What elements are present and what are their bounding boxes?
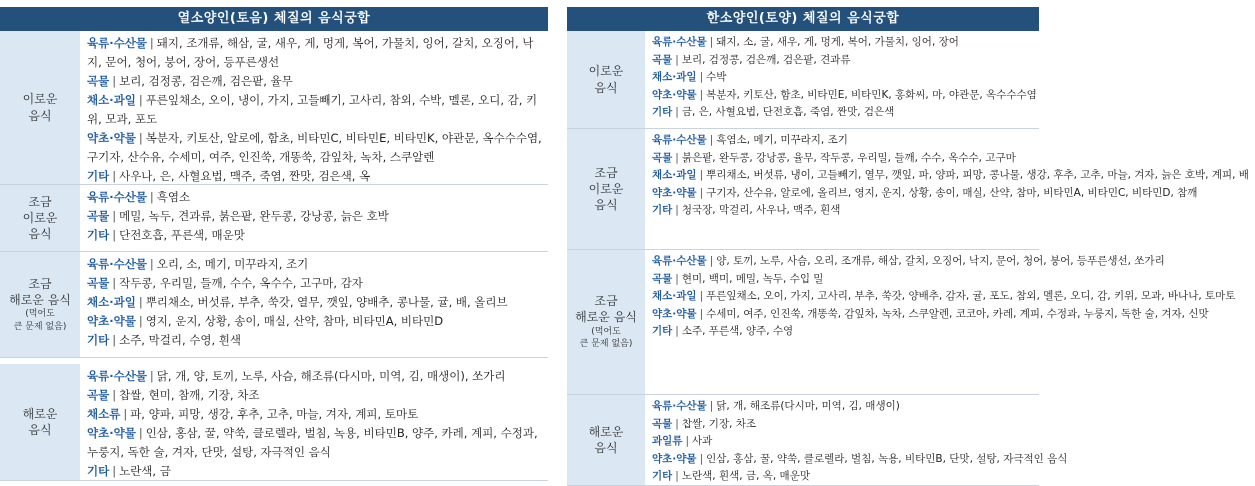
food-list: 파, 양파, 피망, 생강, 후추, 고추, 마늘, 겨자, 계피, 토마토 [130, 407, 419, 421]
food-item-line [87, 129, 542, 167]
separator: | [112, 464, 117, 478]
food-category: 곡물 [87, 74, 110, 88]
food-category: 약초·약물 [652, 88, 697, 101]
food-list: 현미, 백미, 메밀, 녹두, 수입 밀 [681, 272, 824, 285]
separator: | [709, 255, 714, 267]
food-category: 과일류 [652, 435, 683, 448]
food-item-line [87, 207, 542, 226]
food-item-line [652, 451, 1067, 469]
food-item-line [652, 150, 1249, 168]
food-category: 기타 [87, 228, 110, 242]
food-list: 돼지, 소, 굴, 새우, 게, 멍게, 복어, 가물치, 잉어, 장어 [716, 36, 959, 48]
food-list: 푸른잎채소, 오이, 냉이, 가지, 고들빼기, 고사리, 참외, 수박, 멜론, 오디, 감, 키위, 모과, 포도 [87, 93, 538, 126]
food-list: 찹쌀, 기장, 차조 [681, 417, 757, 430]
food-category: 곡물 [652, 53, 673, 66]
food-item-line [652, 34, 1037, 52]
table-row [0, 358, 548, 481]
table-row [567, 31, 1039, 129]
separator: | [138, 93, 143, 107]
food-list: 구기자, 산수유, 알로에, 올리브, 영지, 운지, 상황, 송이, 매실, 산약, 참마, 비타민A, 비타민C, 비타민D, 참깨 [706, 186, 1198, 199]
separator: | [138, 314, 143, 328]
food-category: 곡물 [87, 276, 110, 290]
row-label [0, 31, 80, 184]
food-list: 노란색, 금 [119, 464, 171, 478]
separator: | [149, 257, 154, 271]
food-item-line [87, 293, 542, 312]
separator: | [112, 74, 117, 88]
food-category: 기타 [87, 169, 110, 183]
food-item-line [652, 433, 1067, 451]
food-list: 보리, 검정콩, 검은깨, 검은팥, 율무 [119, 74, 293, 88]
right-table-title: 한소양인(토양) 체질의 음식궁합 [567, 7, 1039, 31]
food-category: 육류·수산물 [87, 369, 147, 383]
food-list: 영지, 운지, 상황, 송이, 매실, 산약, 참마, 비타민A, 비타민D [145, 314, 444, 328]
food-category: 채소류 [87, 407, 121, 421]
food-item-line [652, 52, 1037, 70]
food-list: 푸른잎채소, 오이, 가지, 고사리, 부추, 쑥갓, 양배추, 감자, 귤, 포도, 참외, 멜론, 오디, 감, 키위, 모과, 바나나, 토마토 [706, 290, 1236, 303]
row-content [645, 31, 1043, 128]
food-list: 복분자, 키토산, 함초, 비타민E, 비타민K, 홍화씨, 마, 야관문, 옥수수수염 [706, 88, 1037, 101]
food-list: 양, 토끼, 노루, 사슴, 오리, 조개류, 해삼, 갈치, 오징어, 낙지, 문어, 청어, 붕어, 등푸른생선, 쏘가리 [716, 255, 1165, 267]
row-label [0, 364, 80, 480]
food-item-line [87, 386, 542, 405]
food-list: 오리, 소, 메기, 미꾸라지, 조기 [156, 257, 309, 271]
separator: | [675, 53, 679, 66]
food-list: 작두콩, 우리밀, 들깨, 수수, 옥수수, 고구마, 감자 [119, 276, 363, 290]
food-item-line [652, 132, 1249, 150]
food-item-line [87, 72, 542, 91]
food-category: 곡물 [652, 272, 673, 285]
row-content [645, 250, 1241, 394]
separator: | [675, 272, 679, 285]
food-list: 붉은팥, 완두콩, 강낭콩, 율무, 작두콩, 우리밀, 들깨, 수수, 옥수수, 고구마 [681, 151, 1016, 164]
food-list: 소주, 푸른색, 양주, 수영 [681, 325, 794, 338]
row-label-text: 조금 이로운 음식 [22, 194, 58, 242]
food-category: 곡물 [652, 151, 673, 164]
row-label-text: 해로운 음식 [22, 406, 58, 437]
table-row [567, 129, 1249, 250]
row-content [645, 395, 1073, 485]
food-item-line [87, 331, 542, 350]
food-item-line [652, 202, 1249, 220]
left-table-title: 열소양인(토음) 체질의 음식궁합 [0, 7, 548, 31]
food-category: 채소·과일 [87, 93, 136, 107]
food-category: 육류·수산물 [87, 257, 147, 271]
food-item-line [652, 323, 1235, 341]
food-list: 복분자, 키토산, 알로에, 함초, 비타민C, 비타민E, 비타민K, 야관문, 옥수수수염, 구기자, 산수유, 수세미, 여주, 인진쑥, 개똥쑥, 감잎차, 녹차, 스쿠알렌 [87, 131, 542, 164]
food-list: 청국장, 막걸리, 사우나, 맥주, 흰색 [681, 204, 841, 217]
food-item-line [652, 87, 1037, 105]
food-category: 육류·수산물 [87, 190, 147, 204]
food-list: 뿌리채소, 버섯류, 부추, 쑥갓, 열무, 깻잎, 양배추, 콩나물, 귤, 배, 올리브 [145, 295, 508, 309]
row-label [0, 252, 80, 357]
food-item-line [87, 226, 542, 245]
separator: | [709, 400, 714, 412]
food-category: 기타 [652, 470, 673, 483]
food-category: 기타 [87, 333, 110, 347]
table-row [567, 395, 1068, 486]
row-label [567, 395, 645, 485]
food-category: 육류·수산물 [652, 36, 707, 48]
food-category: 약초·약물 [652, 186, 697, 199]
food-item-line [87, 274, 542, 293]
row-label-note: (먹어도 큰 문제 없음) [13, 309, 67, 332]
food-list: 사우나, 은, 사혈요법, 맥주, 죽염, 짠맛, 검은색, 옥 [119, 169, 371, 183]
table-row [0, 31, 548, 185]
food-category: 채소·과일 [652, 169, 697, 182]
left-table [0, 7, 548, 481]
food-item-line [652, 69, 1037, 87]
food-category: 육류·수산물 [87, 36, 147, 50]
food-list: 금, 은, 사혈요법, 단전호흡, 죽염, 짠맛, 검은색 [681, 106, 895, 119]
food-list: 흑염소 [156, 190, 191, 204]
food-item-line [87, 255, 542, 274]
food-item-line [652, 288, 1235, 306]
row-label-text: 조금 이로운 음식 [588, 165, 624, 213]
food-category: 곡물 [87, 209, 110, 223]
separator: | [675, 204, 679, 217]
separator: | [675, 151, 679, 164]
separator: | [685, 435, 689, 448]
food-list: 닭, 개, 해조류(다시마, 미역, 김, 매생이) [716, 400, 900, 412]
separator: | [709, 134, 714, 146]
row-label-text: 조금 해로운 음식 [9, 276, 71, 307]
food-item-line [87, 188, 542, 207]
row-label [567, 250, 645, 394]
right-table-rows [567, 31, 1249, 486]
separator: | [699, 452, 704, 465]
food-item-line [87, 424, 542, 462]
food-list: 메밀, 녹두, 견과류, 붉은팥, 완두콩, 강낭콩, 늙은 호박 [119, 209, 389, 223]
food-item-line [652, 306, 1235, 324]
food-item-line [652, 416, 1067, 434]
right-table [567, 7, 1249, 486]
table-row [0, 185, 548, 252]
food-item-line [87, 462, 542, 481]
food-list: 사과 [691, 435, 713, 448]
separator: | [138, 295, 143, 309]
food-list: 단전호흡, 푸른색, 매운맛 [119, 228, 245, 242]
food-list: 인삼, 홍삼, 꿀, 약쑥, 클로렐라, 벌침, 녹용, 비타민B, 단맛, 설탕, 자극적인 음식 [706, 452, 1068, 465]
food-category: 약초·약물 [652, 307, 697, 320]
food-category: 육류·수산물 [652, 255, 707, 267]
food-category: 약초·약물 [87, 426, 136, 440]
food-item-line [87, 34, 542, 72]
food-item-line [652, 185, 1249, 203]
separator: | [699, 88, 704, 101]
food-category: 약초·약물 [652, 452, 697, 465]
food-list: 뿌리채소, 버섯류, 냉이, 고들빼기, 열무, 깻잎, 파, 양파, 피망, 콩나물, 생강, 후추, 고추, 마늘, 겨자, 늙은 호박, 계피, 배 [706, 169, 1249, 182]
food-category: 약초·약물 [87, 314, 136, 328]
row-label [567, 31, 645, 128]
row-label-text: 이로운 음식 [588, 64, 624, 95]
separator: | [699, 290, 704, 303]
food-category: 기타 [652, 204, 673, 217]
row-content [80, 364, 548, 480]
food-list: 돼지, 조개류, 해삼, 굴, 새우, 게, 멍게, 복어, 가물치, 잉어, 갈치, 오징어, 낙지, 문어, 청어, 붕어, 장어, 등푸른생선 [87, 36, 534, 69]
food-list: 닭, 개, 양, 토끼, 노루, 사슴, 해조류(다시마, 미역, 김, 매생이), 쏘가리 [156, 369, 506, 383]
food-category: 기타 [87, 464, 110, 478]
row-label [567, 129, 645, 249]
separator: | [112, 333, 117, 347]
food-list: 노란색, 흰색, 금, 옥, 매운맛 [681, 470, 810, 483]
food-list: 소주, 막걸리, 수영, 흰색 [119, 333, 242, 347]
food-category: 육류·수산물 [652, 400, 707, 412]
food-item-line [87, 91, 542, 129]
separator: | [675, 470, 679, 483]
separator: | [675, 106, 679, 119]
separator: | [112, 209, 117, 223]
separator: | [149, 369, 154, 383]
row-content [80, 185, 548, 251]
separator: | [112, 228, 117, 242]
table-row [0, 252, 548, 358]
row-label [0, 185, 80, 251]
separator: | [699, 186, 704, 199]
row-content [645, 129, 1255, 249]
separator: | [138, 131, 143, 145]
food-item-line [652, 398, 1067, 416]
separator: | [123, 407, 128, 421]
food-list: 인삼, 홍삼, 꿀, 약쑥, 클로렐라, 벌침, 녹용, 비타민B, 양주, 카레, 계피, 수정과, 누룽지, 독한 술, 겨자, 단맛, 설탕, 자극적인 음식 [87, 426, 538, 459]
row-label-text: 조금 해로운 음식 [575, 294, 637, 325]
table-row [567, 250, 1236, 395]
row-content [80, 31, 548, 184]
food-category: 채소·과일 [652, 290, 697, 303]
food-item-line [87, 167, 542, 186]
separator: | [699, 307, 704, 320]
food-item-line [652, 253, 1235, 271]
separator: | [675, 417, 679, 430]
food-category: 약초·약물 [87, 131, 136, 145]
food-list: 수박 [706, 71, 727, 84]
separator: | [112, 169, 117, 183]
separator: | [699, 169, 704, 182]
food-item-line [652, 104, 1037, 122]
separator: | [709, 36, 714, 48]
food-category: 기타 [652, 325, 673, 338]
separator: | [149, 190, 154, 204]
left-table-rows [0, 31, 548, 481]
separator: | [112, 276, 117, 290]
separator: | [675, 325, 679, 338]
separator: | [112, 388, 117, 402]
separator: | [699, 71, 704, 84]
food-list: 찹쌀, 현미, 참깨, 기장, 차조 [119, 388, 260, 402]
food-item-line [652, 271, 1235, 289]
food-list: 수세미, 여주, 인진쑥, 개똥쑥, 감잎차, 녹차, 스쿠알렌, 코코아, 카레, 계피, 수정과, 누룽지, 독한 술, 겨자, 신맛 [706, 307, 1209, 320]
food-category: 곡물 [652, 417, 673, 430]
food-item-line [652, 468, 1067, 486]
row-content [80, 252, 548, 357]
food-category: 채소·과일 [87, 295, 136, 309]
row-label-note: (먹어도 큰 문제 없음) [579, 326, 633, 350]
food-category: 채소·과일 [652, 71, 697, 84]
food-category: 기타 [652, 106, 673, 119]
food-item-line [87, 405, 542, 424]
separator: | [138, 426, 143, 440]
food-category: 곡물 [87, 388, 110, 402]
food-item-line [652, 167, 1249, 185]
food-list: 보리, 검정콩, 검은깨, 검은팥, 견과류 [681, 53, 851, 66]
food-item-line [87, 367, 542, 386]
separator: | [149, 36, 154, 50]
row-label-text: 해로운 음식 [588, 424, 624, 455]
food-item-line [87, 312, 542, 331]
row-label-text: 이로운 음식 [22, 92, 58, 123]
food-list: 흑염소, 메기, 미꾸라지, 조기 [716, 134, 848, 146]
food-category: 육류·수산물 [652, 134, 707, 146]
